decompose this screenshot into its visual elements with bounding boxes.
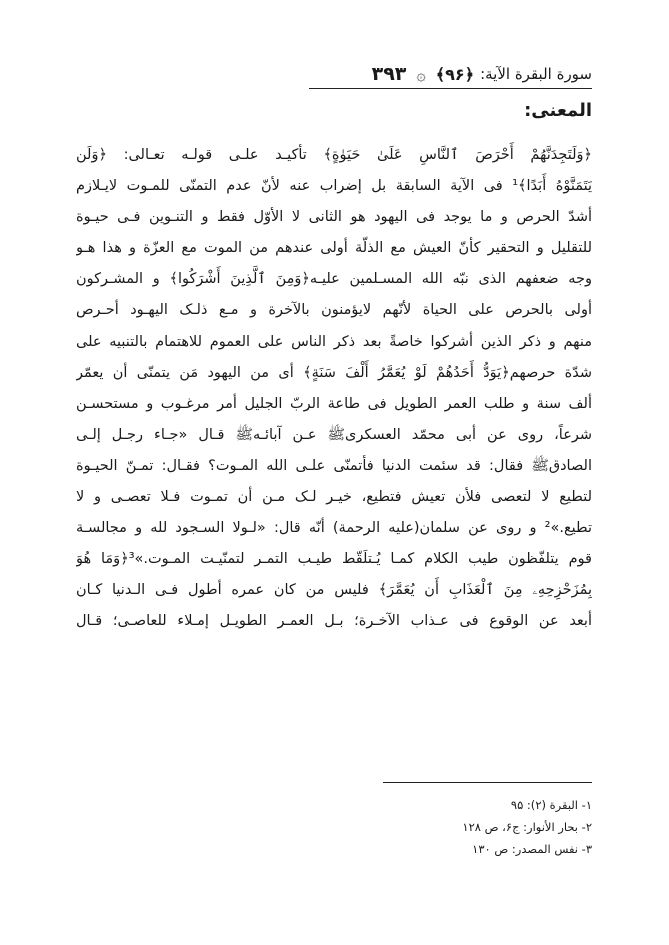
text-line: للتقليل و التحقير كأنّ العيش مع الذلّة أولی عندهم من الموت مع العزّة و هذا هـو — [76, 240, 592, 257]
text-line: لتطيع لا لتعصی فلأن تعيش فتطيع، خيـر لـک مـن أن تمـوت فـلا تعصـی و لا — [76, 489, 592, 506]
footnote: ۳- نفس المصدر: ص ۱۳۰ — [472, 842, 592, 856]
text-line: يَتَمَنَّوْهُ أَبَدًا﴾¹ فی الآية السابقة بل إضراب عنه لأنّ عدم التمنّی للمـوت لايـلازم — [76, 178, 592, 195]
page-number: ۳۹۳ — [371, 63, 407, 85]
text-line: أبعد عن الوقوع فی عـذاب الآخـرة؛ بـل العمـر الطويـل إمـلاء للعاصـی؛ قـال — [76, 613, 592, 630]
text-line: وجه ضعفهم الذی نبّه الله المسـلمين عليـه﴿وَمِنَ ٱلَّذِينَ أَشْرَكُوا﴾ و المشـركون — [76, 271, 592, 288]
text-line: ألف سنة و طلب العمر الطويل فی طاعة الربّ الجليل أمر مرغـوب و مستحسـن — [76, 395, 592, 412]
body-text — [76, 140, 592, 638]
text-line: أشدّ الحرص و ما يوجد فی اليهود هو الثانی لا الأوّل فقط و التنـوين فـی حيـوة — [76, 209, 592, 226]
text-line: شرعاً، روی عن أبی محمّد العسكریﷺ عـن آبائـهﷺ قـال «جـاء رجـل إلـی — [76, 426, 592, 443]
footnotes — [292, 794, 592, 860]
text-line: بِمُزَحْزِحِهِۦ مِنَ ٱلْعَذَابِ أَن يُعَمَّرَ﴾ فليس من كان عمره أطول فـی الـدنيا كـان — [76, 582, 592, 599]
text-line: الصادقﷺ فقال: قد سئمت الدنيا فأتمنّی علـی الله المـوت؟ فقـال: تمـنّ الحيـوة — [76, 457, 592, 474]
text-line: أولی بالحرص علی الحياة لأنّهم لايؤمنون بالآخرة و مـع ذلـک اليهـود أحـرص — [76, 302, 592, 319]
text-line: شدّة حرصهم﴿يَوَدُّ أَحَدُهُمْ لَوْ يُعَمَّرُ أَلْفَ سَنَةٍ﴾ أی من اليهود مَن يتمنّی أن يعمّر — [76, 364, 592, 381]
text-line: ﴿وَلَتَجِدَنَّهُمْ أَحْرَصَ ٱلنَّاسِ عَلَىٰ حَيَوٰةٍ﴾ تأكيـد علـى قولـه تعـالى: ﴿وَلَن — [76, 147, 592, 163]
text-line: منهم و ذكر الذين أشركوا خاصةً بعد ذكر الناس علی العموم للاهتمام بالتنبيه علی — [76, 333, 592, 350]
text-line: تطيع.»² و روی عن سلمان(عليه الرحمة) أنّه قال: «لـولا السـجود لله و مجالسـة — [76, 520, 592, 537]
footnote: ۲- بحار الأنوار: ج۶، ص ۱۲۸ — [462, 820, 592, 834]
sura-title: سورة البقرة الآية: — [480, 65, 592, 83]
section-title: المعنى: — [524, 100, 592, 121]
header-divider — [309, 88, 592, 89]
footnote-divider — [383, 782, 592, 783]
ayah-reference: ﴿۹۶﴾ — [435, 64, 475, 84]
ornament-icon: ۞ — [416, 64, 426, 84]
text-line: قوم يتلفّظون طيب الكلام كمـا يُـتلَقّط طيـب التمـر لتمنّيـت المـوت.»³﴿وَمَا هُوَ — [76, 551, 592, 568]
page-header — [85, 58, 592, 90]
footnote: ۱- البقرة (۲): ۹۵ — [510, 798, 592, 812]
